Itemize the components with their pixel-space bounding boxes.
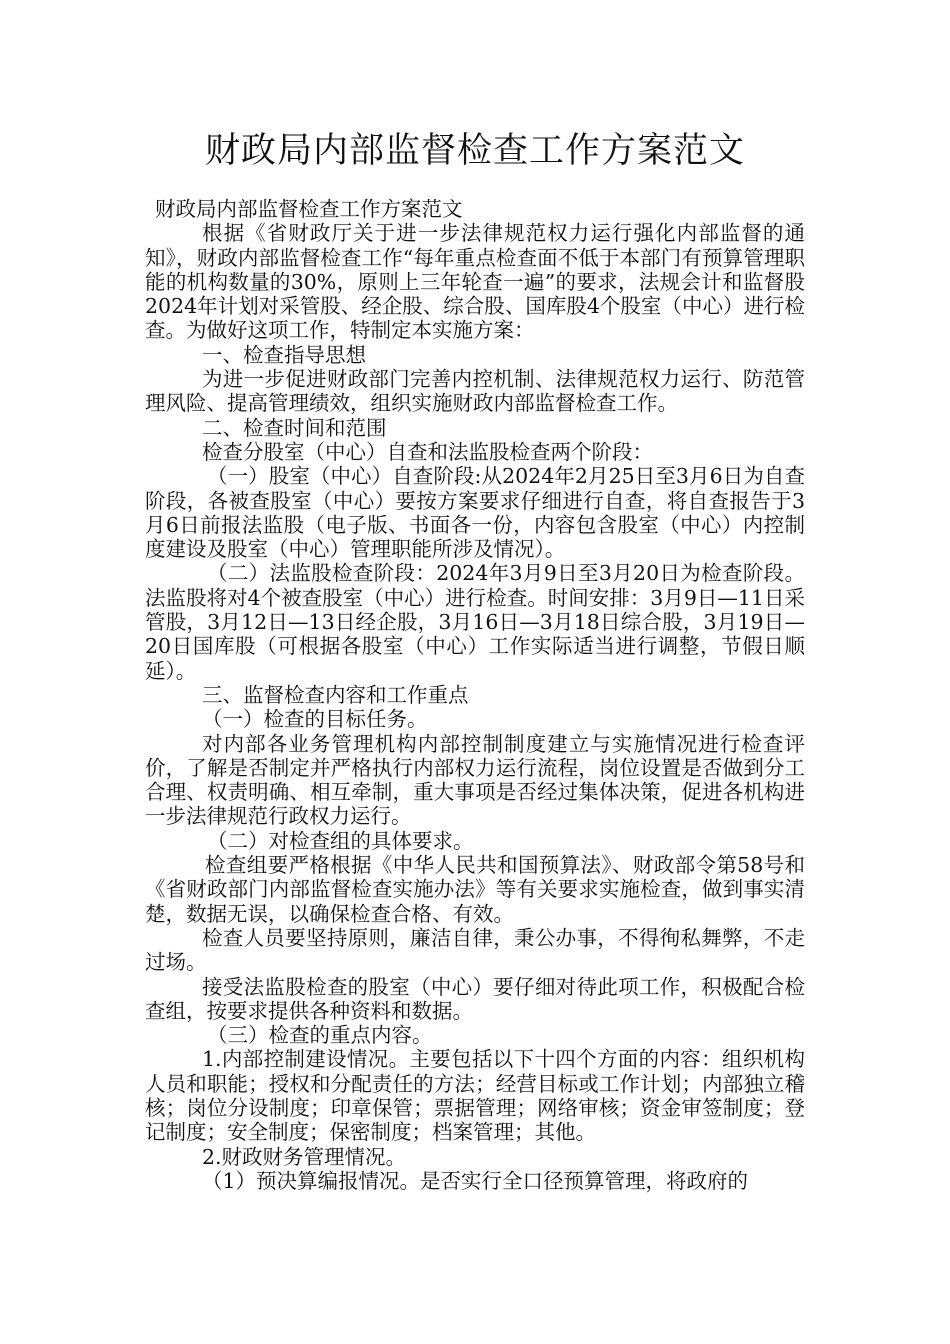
subheading-team-requirements: （二）对检查组的具体要求。 — [207, 828, 474, 853]
paragraph-financial-management: 2.财政财务管理情况。 — [202, 1144, 407, 1169]
paragraph-inspection-stage: （二）法监股检查阶段：2024年3月9日至3月20日为检查阶段。法监股将对4个被查股室（中心）进行检查。时间安排：3月9日—11日采管股，3月12日—13日经企股，3月16日—3月18日综合股，3月19日—20日国库股（可根据各股室（中心）工作实际适当进行调整，节假日顺延）。 — [145, 561, 805, 683]
document-body — [145, 197, 805, 1193]
section-heading-time-scope: 二、检查时间和范围 — [202, 415, 387, 440]
paragraph-team-requirements: 检查组要严格根据《中华人民共和国预算法》、财政部令第58号和《省财政部门内部监督检查实施办法》等有关要求实施检查，做到事实清楚，数据无误，以确保检查合格、有效。 — [145, 853, 805, 926]
paragraph-goals: 对内部各业务管理机构内部控制制度建立与实施情况进行检查评价，了解是否制定并严格执行内部权力运行流程，岗位设置是否做到分工合理、权责明确、相互牵制，重大事项是否经过集体决策，促进各机构进一步法律规范行政权力运行。 — [145, 731, 805, 829]
document-title: 财政局内部监督检查工作方案范文 — [204, 131, 745, 171]
subheading-goals: （一）检查的目标任务。 — [202, 707, 428, 732]
paragraph-inspector-conduct: 检查人员要坚持原则，廉洁自律，秉公办事，不得徇私舞弊，不走过场。 — [145, 925, 805, 975]
paragraph-guiding-thought: 为进一步促进财政部门完善内控机制、法律规范权力运行、防范管理风险、提高管理绩效，组织实施财政内部监督检查工作。 — [145, 367, 805, 416]
subheading-key-content: （三）检查的重点内容。 — [207, 1023, 433, 1048]
paragraph-internal-control: 1.内部控制建设情况。主要包括以下十四个方面的内容：组织机构人员和职能；授权和分配责任的方法；经营目标或工作计划；内部独立稽核；岗位分设制度；印章保管；票据管理；网络审核；资金审签制度；登记制度；安全制度；保密制度；档案管理；其他。 — [145, 1047, 805, 1145]
paragraph-two-stages: 检查分股室（中心）自查和法监股检查两个阶段： — [202, 439, 653, 464]
section-heading-guiding-thought: 一、检查指导思想 — [202, 342, 366, 367]
paragraph-intro: 根据《省财政厅关于进一步法律规范权力运行强化内部监督的通知》，财政内部监督检查工作“每年重点检查面不低于本部门有预算管理职能的机构数量的30%，原则上三年轮查一遍”的要求，法规会计和监督股2024年计划对采管股、经企股、综合股、国库股4个股室（中心）进行检查。为做好这项工作，特制定本实施方案： — [145, 221, 805, 343]
paragraph-self-check-stage: （一）股室（中心）自查阶段:从2024年2月25日至3月6日为自查阶段，各被查股室（中心）要按方案要求仔细进行自查，将自查报告于3月6日前报法监股（电子版、书面各一份，内容包含股室（中心）内控制度建设及股室（中心）管理职能所涉及情况）。 — [145, 464, 805, 562]
paragraph-cooperation: 接受法监股检查的股室（中心）要仔细对待此项工作，积极配合检查组，按要求提供各种资料和数据。 — [145, 974, 805, 1023]
section-heading-content-focus: 三、监督检查内容和工作重点 — [202, 682, 469, 707]
paragraph-budget-report: （1）预决算编报情况。是否实行全口径预算管理，将政府的 — [202, 1168, 749, 1193]
document-subtitle: 财政局内部监督检查工作方案范文 — [155, 197, 463, 221]
